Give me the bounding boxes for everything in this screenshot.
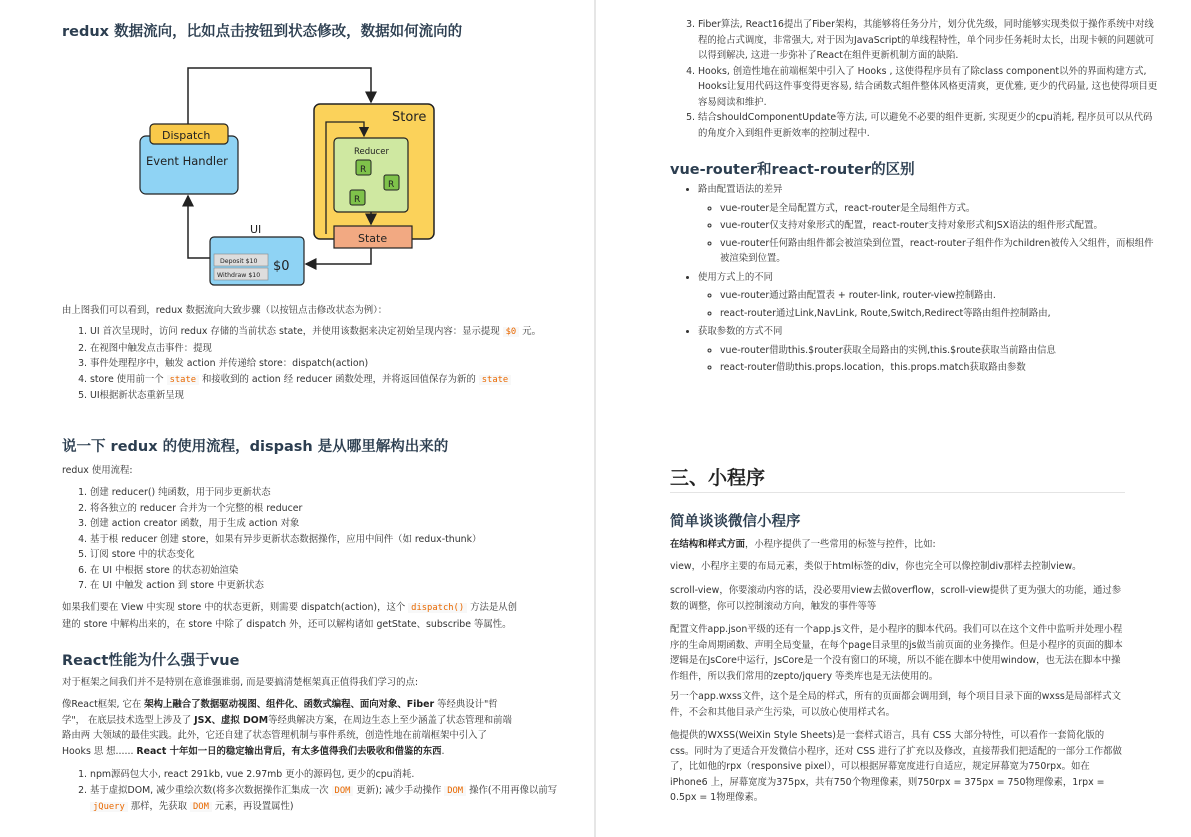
struct-paragraph: 在结构和样式方面，小程序提供了一些常用的标签与控件，比如: (670, 539, 936, 550)
list-item: • 使用方式上的不同 ◦ vue-router通过路由配置表 + router-link, router-view控制路由. ◦ react-router通过Link,NavLink, Route,Switch,Redirect等路由组件控制路由, (698, 270, 1158, 322)
react-perf-intro: 对于框架之间我们并不是特别在意谁强谁弱, 而是要搞清楚框架真正值得我们学习的点: (62, 677, 418, 688)
list-item: • 路由配置语法的差异 ◦ vue-router是全局配置方式，react-router是全局组件方式。 ◦ vue-router仅支持对象形式的配置，react-router支持对象形式和JSX语法的组件形式配置。 ◦ vue-router任何路由组件都会被渲染到位置，react-router子组件作为children被传入父组件，而根组件被渲染到位置。 (698, 182, 1158, 267)
list-item: 5. 订阅 store 中的状态变化 (90, 547, 560, 563)
list-item: ◦ react-router借助this.props.location，this.props.match获取路由参数 (720, 360, 1158, 376)
wxss-detail-paragraph: 他提供的WXSS(WeiXin Style Sheets)是一套样式语言，具有 CSS 大部分特性，可以看作一套简化版的css。同时为了更适合开发微信小程序，还对 CSS 进行了扩充以及修改，直接帮我们把适配的一部分工作都做了，比如他的rpx（responsive pixel），可以根据屏幕宽度进行自适应，规定屏幕宽为750rpx。如在 iPhone6 上，屏幕宽度为375px，共有750个物理像素，则750rpx = 375px = 750物理像素，1rpx = 0.5px = 1物理像素。 (670, 730, 1122, 803)
perf-items-continued (670, 17, 1158, 141)
reducer-label: Reducer (354, 147, 389, 157)
list-item: 5. UI根据新状态重新呈现 (90, 388, 560, 404)
list-item: ◦ react-router通过Link,NavLink, Route,Switch,Redirect等路由组件控制路由, (720, 306, 1158, 322)
list-item: 3. 事件处理程序中，触发 action 并传递给 store：dispatch(action) (90, 356, 560, 372)
ui-label: UI (250, 223, 262, 236)
list-item: ◦ vue-router借助this.$router获取全局路由的实例,this.$route获取当前路由信息 (720, 343, 1158, 359)
perf-items-list (62, 767, 560, 816)
list-item: 1. 创建 reducer() 纯函数，用于同步更新状态 (90, 485, 560, 501)
list-item: ◦ vue-router任何路由组件都会被渲染到位置，react-router子组件作为children被传入父组件，而根组件被渲染到位置。 (720, 236, 1158, 267)
right-page (596, 0, 1191, 837)
r-label-3: R (354, 195, 361, 205)
list-item: 6. 在 UI 中根据 store 的状态初始渲染 (90, 563, 560, 579)
left-page (0, 0, 594, 837)
r-label-1: R (360, 165, 367, 175)
dispatch-label: Dispatch (162, 129, 211, 142)
heading-mini-program: 三、小程序 (670, 467, 766, 489)
withdraw-label: Withdraw $10 (217, 272, 261, 279)
section-divider (670, 492, 1125, 493)
heading-redux-usage: 说一下 redux 的使用流程，dispash 是从哪里解构出来的 (62, 439, 449, 455)
list-item: 5. 结合shouldComponentUpdate等方法, 可以避免不必要的组件更新, 实现更少的cpu消耗, 程序员可以从代码的角度介入到组件更新效率的控制过程中. (698, 110, 1158, 141)
heading-router: vue-router和react-router的区别 (670, 162, 915, 178)
dispatch-paragraph: 如果我们要在 View 中实现 store 中的状态更新，则需要 dispatch(action)，这个 dispatch() 方法是从创建的 store 中解构出来的，在 store 中除了 dispatch 外，还可以解构诸如 getState、subscribe 等属性。 (62, 602, 517, 630)
appjs-paragraph: 配置文件app.json平级的还有一个app.js文件，是小程序的脚本代码。我们可以在这个文件中监听并处理小程序的生命周期函数、声明全局变量，在每个page目录里的js做当前页面的业务操作。但是小程序的页面的脚本逻辑是在JsCore中运行，JsCore是一个没有窗口的环境，所以不能在脚本中使用window，也无法在脚本中操作组件，所以我们常用的zepto/jquery 等类库也是无法使用的。 (670, 624, 1123, 682)
event-handler-label: Event Handler (146, 154, 228, 168)
wxss-paragraph: 另一个app.wxss文件，这个是全局的样式，所有的页面都会调用到，每个项目目录下面的wxss是局部样式文件，不会和其他目录产生污染，可以放心使用样式名。 (670, 691, 1121, 718)
redux-flow-diagram (118, 58, 448, 290)
list-item: 2. 基于虚拟DOM, 减少重绘次数(将多次数据操作汇集成一次 DOM 更新); 减少手动操作 DOM 操作(不用再像以前写 jQuery 那样，先获取 DOM 元素，再设置属性) (90, 783, 560, 816)
list-item: 1. UI 首次呈现时，访问 redux 存储的当前状态 state，并使用该数据来决定初始呈现内容：显示提现 $0 元。 (90, 324, 560, 341)
list-item: ◦ vue-router是全局配置方式，react-router是全局组件方式。 (720, 201, 1158, 217)
flow-intro: 由上图我们可以看到，redux 数据流向大致步骤（以按钮点击修改状态为例）： (62, 305, 388, 316)
router-diff-list (670, 182, 1158, 379)
state-label: State (358, 232, 388, 245)
usage-steps-list (62, 485, 560, 594)
heading-redux-flow: redux 数据流向，比如点击按钮到状态修改，数据如何流向的 (62, 24, 463, 40)
list-item: • 获取参数的方式不同 ◦ vue-router借助this.$router获取全局路由的实例,this.$route获取当前路由信息 ◦ react-router借助this.props.location，this.props.match获取路由参数 (698, 324, 1158, 376)
flow-steps-list (62, 324, 560, 404)
heading-wechat: 简单谈谈微信小程序 (670, 514, 801, 530)
list-item: 2. 在视图中触发点击事件：提现 (90, 341, 560, 357)
list-item: ◦ vue-router仅支持对象形式的配置，react-router支持对象形式和JSX语法的组件形式配置。 (720, 218, 1158, 234)
balance-label: $0 (273, 259, 290, 274)
arrow-state-to-ui (306, 248, 371, 264)
scroll-view-paragraph: scroll-view，你要滚动内容的话，没必要用view去做overflow，scroll-view提供了更为强大的功能，通过参数的调整，你可以控制滚动方向，触发的事件等等 (670, 585, 1122, 612)
view-paragraph: view，小程序主要的布局元素，类似于html标签的div，你也完全可以像控制div那样去控制view。 (670, 561, 1082, 572)
list-item: ◦ vue-router通过路由配置表 + router-link, router-view控制路由. (720, 288, 1158, 304)
list-item: 3. Fiber算法, React16提出了Fiber架构，其能够将任务分片，划分优先级，同时能够实现类似于操作系统中对线程的抢占式调度，非常强大, 对于因为JavaScript的单线程特性，单个同步任务耗时太长，出现卡顿的问题就可以得到解决, 这进一步弥补了React在组件更新机制方面的缺陷. (698, 17, 1158, 64)
list-item: 4. store 使用前一个 state 和接收到的 action 经 reducer 函数处理，并将返回值保存为新的 state (90, 372, 560, 389)
list-item: 4. Hooks, 创造性地在前端框架中引入了 Hooks , 这使得程序员有了除class component以外的界面构建方式, Hooks让复用代码这件事变得更容易, 结合函数式组件整体风格更清爽，更优雅, 更少的代码量, 这也使得项目更容易阅读和维护. (698, 64, 1158, 111)
usage-intro: redux 使用流程: (62, 465, 133, 476)
arrow-ui-to-handler (188, 196, 210, 258)
list-item: 2. 将各独立的 reducer 合并为一个完整的根 reducer (90, 501, 560, 517)
store-label: Store (392, 110, 427, 125)
deposit-label: Deposit $10 (220, 258, 258, 265)
r-label-2: R (388, 180, 395, 190)
list-item: 7. 在 UI 中触发 action 到 store 中更新状态 (90, 578, 560, 594)
heading-react-perf: React性能为什么强于vue (62, 653, 240, 669)
list-item: 4. 基于根 reducer 创建 store，如果有异步更新状态数据操作，应用中间件（如 redux-thunk） (90, 532, 560, 548)
list-item: 1. npm源码包大小, react 291kb, vue 2.97mb 更小的源码包, 更少的cpu消耗. (90, 767, 560, 783)
react-perf-paragraph: 像React框架, 它在 架构上融合了数据驱动视图、组件化、函数式编程、面向对象、Fiber 等经典设计"哲学"， 在底层技术选型上涉及了 JSX、虚拟 DOM等经典解决方案，在周边生态上至少涵盖了状态管理和前端路由两 大领域的最佳实践。此外，它还自建了状态管理机制与事件系统，创造性地在前端框架中引入了 Hooks 思 想...... React 十年如一日的稳定输出背后，有太多值得我们去吸收和借鉴的东西. (62, 699, 512, 757)
list-item: 3. 创建 action creator 函数，用于生成 action 对象 (90, 516, 560, 532)
